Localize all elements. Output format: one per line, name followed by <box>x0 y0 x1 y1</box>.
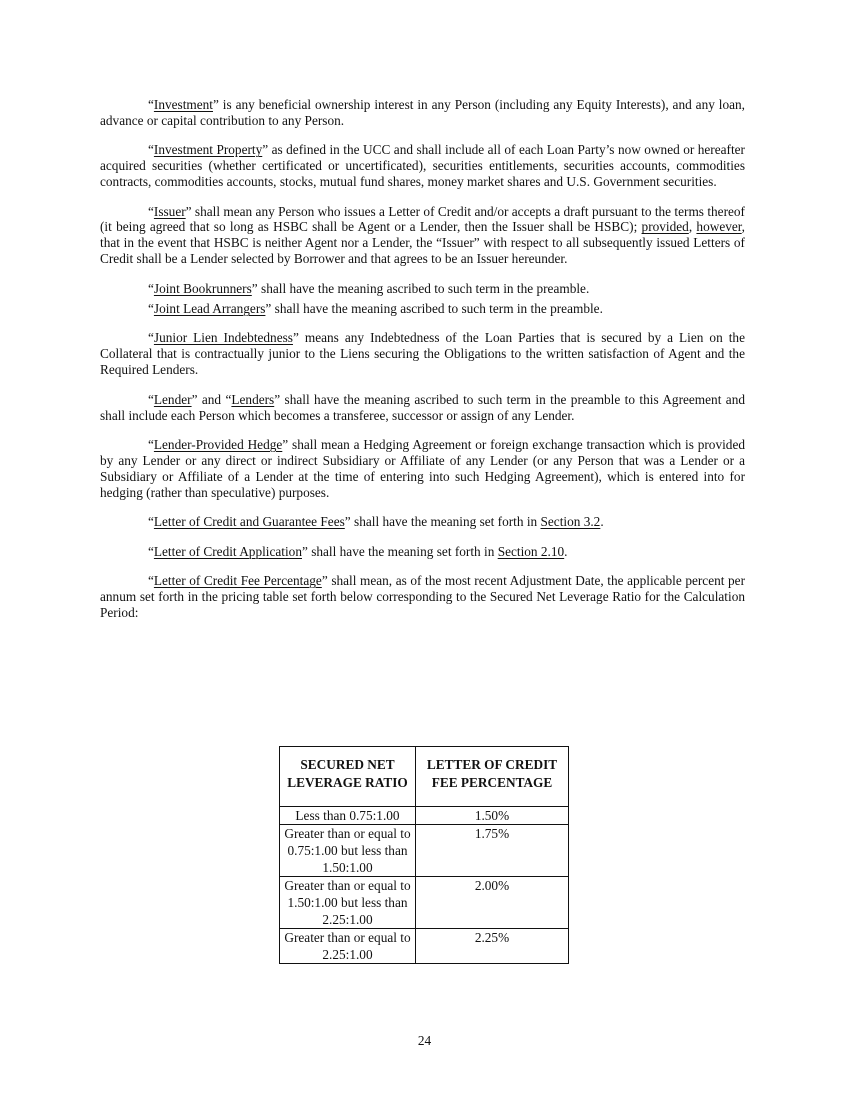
table-row <box>280 825 569 877</box>
table-row <box>280 929 569 964</box>
definition-lender: “Lender” and “Lenders” shall have the meaning ascribed to such term in the preamble to this Agreement and shall include each Person which becomes a transferee, successor or assign of any Lender. <box>100 391 745 423</box>
definition-junior-lien-indebtedness: “Junior Lien Indebtedness” means any Indebtedness of the Loan Parties that is secured by a Lien on the Collateral that is contractually junior to the Liens securing the Obligations to the written satisfaction of Agent and the Required Lenders. <box>100 330 745 378</box>
ratio-cell: Greater than or equal to 1.50:1.00 but less than 2.25:1.00 <box>280 877 416 929</box>
proviso-provided: provided <box>641 219 689 235</box>
defined-term: Junior Lien Indebtedness <box>153 330 293 346</box>
definitions-section <box>100 97 745 634</box>
definition-investment-property: “Investment Property” as defined in the UCC and shall include all of each Loan Party’s now owned or hereafter acquired securities (whether certificated or uncertificated), securities entitlements, securities accounts, commodities contracts, commodities accounts, stocks, mutual fund shares, money market shares and U.S. Government securities. <box>100 142 745 190</box>
defined-term: Joint Lead Arrangers <box>153 301 266 317</box>
column-header-ratio: SECURED NET LEVERAGE RATIO <box>280 747 416 807</box>
section-reference-link[interactable]: Section 3.2 <box>540 514 601 530</box>
definition-lc-application: “Letter of Credit Application” shall have the meaning set forth in Section 2.10. <box>148 543 568 559</box>
definition-joint-lead-arrangers: “Joint Lead Arrangers” shall have the meaning ascribed to such term in the preamble. <box>148 301 603 317</box>
table-header-row <box>280 747 569 807</box>
fee-cell: 2.25% <box>416 929 569 964</box>
definition-lender-provided-hedge: “Lender-Provided Hedge” shall mean a Hedging Agreement or foreign exchange transaction which is provided by any Lender or any direct or indirect Subsidiary or Affiliate of any Lender (or any Person that was a Lender or a Subsidiary or Affiliate of a Lender at the time of entering into such Hedging Agreement), which is entered into for hedging (rather than speculative) purposes. <box>100 437 746 500</box>
defined-term: Letter of Credit Fee Percentage <box>153 572 322 588</box>
table-row <box>280 877 569 929</box>
fee-cell: 2.00% <box>416 877 569 929</box>
defined-term: Joint Bookrunners <box>153 280 252 296</box>
page-number: 24 <box>417 1033 432 1048</box>
ratio-cell: Less than 0.75:1.00 <box>280 807 416 825</box>
ratio-cell: Greater than or equal to 2.25:1.00 <box>280 929 416 964</box>
definition-investment: “Investment” is any beneficial ownership interest in any Person (including any Equity Interests), and any loan, advance or capital contribution to any Person. <box>100 97 745 128</box>
defined-term: Issuer <box>153 203 186 219</box>
section-reference-link[interactable]: Section 2.10 <box>497 543 565 559</box>
defined-term: Letter of Credit and Guarantee Fees <box>153 514 345 530</box>
table-row <box>280 807 569 825</box>
ratio-cell: Greater than or equal to 0.75:1.00 but less than 1.50:1.00 <box>280 825 416 877</box>
definition-lc-guarantee-fees: “Letter of Credit and Guarantee Fees” shall have the meaning set forth in Section 3.2. <box>148 514 604 530</box>
definition-issuer: “Issuer” shall mean any Person who issues a Letter of Credit and/or accepts a draft pursuant to the terms thereof (it being agreed that so long as HSBC shall be Agent or a Lender, then the Issuer shall be HSBC); provided, however, that in the event that HSBC is neither Agent nor a Lender, the “Issuer” with respect to all subsequently issued Letters of Credit shall be a Lender selected by Borrower and that agrees to be an Issuer hereunder. <box>100 203 745 267</box>
fee-pricing-table <box>279 746 569 964</box>
defined-term: Letter of Credit Application <box>153 543 302 559</box>
column-header-fee: LETTER OF CREDIT FEE PERCENTAGE <box>416 747 569 807</box>
definition-joint-bookrunners: “Joint Bookrunners” shall have the meaning ascribed to such term in the preamble. <box>148 280 590 296</box>
defined-term: Lender <box>153 391 192 407</box>
defined-term: Lenders <box>231 391 275 407</box>
proviso-however: however <box>696 219 742 235</box>
fee-cell: 1.75% <box>416 825 569 877</box>
defined-term: Investment Property <box>153 142 263 158</box>
defined-term: Investment <box>153 97 213 112</box>
defined-term: Lender-Provided Hedge <box>153 437 283 452</box>
definition-lc-fee-percentage: “Letter of Credit Fee Percentage” shall mean, as of the most recent Adjustment Date, the applicable percent per annum set forth in the pricing table set forth below corresponding to the Secured Net Leverage Ratio for the Calculation Period: <box>100 572 746 620</box>
fee-cell: 1.50% <box>416 807 569 825</box>
